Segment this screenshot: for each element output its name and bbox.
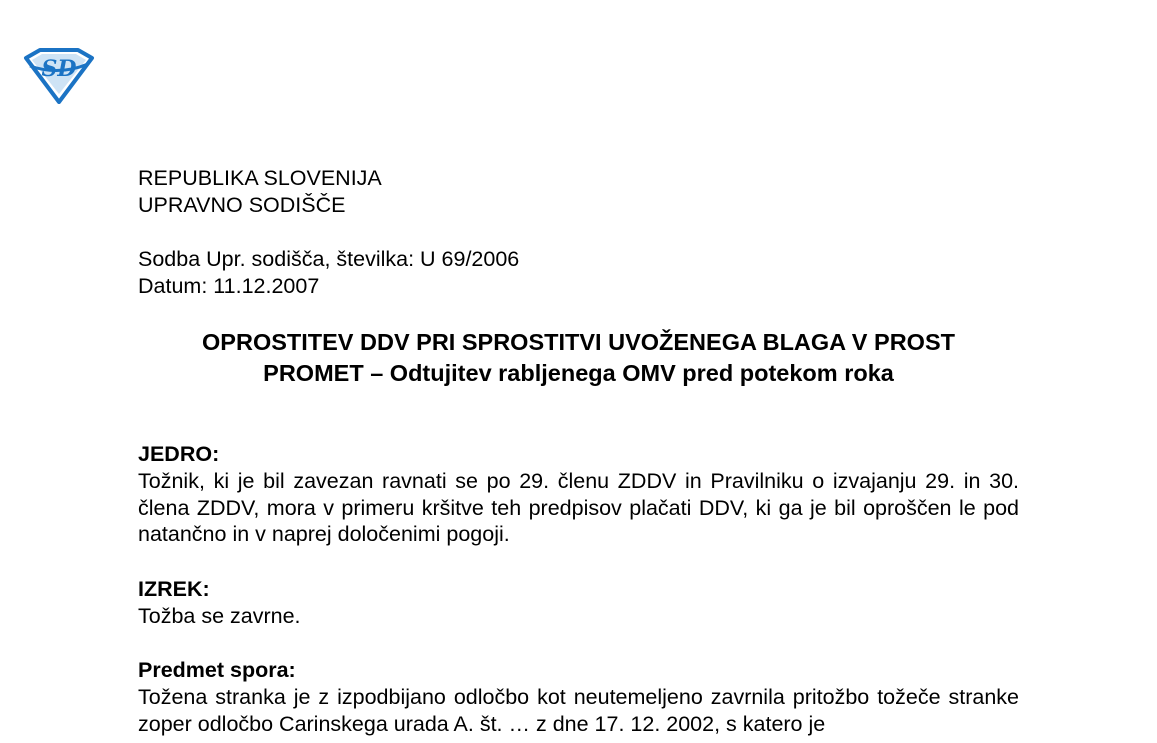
predmet-heading: Predmet spora:	[138, 658, 296, 682]
predmet-text: Tožena stranka je z izpodbijano odločbo kot neutemeljeno zavrnila pritožbo tožeče stranke zoper odločbo Carinskega urada A. št. … z dne 17. 12. 2002, s katero je	[138, 685, 1019, 736]
title-line-1: OPROSTITEV DDV PRI SPROSTITVI UVOŽENEGA BLAGA V PROST	[202, 329, 955, 355]
izrek-text: Tožba se zavrne.	[138, 604, 301, 628]
izrek-heading: IZREK:	[138, 577, 210, 601]
court-name: UPRAVNO SODIŠČE	[138, 192, 346, 217]
document-title	[138, 327, 1019, 389]
jedro-text: Tožnik, ki je bil zavezan ravnati se po 29. členu ZDDV in Pravilniku o izvajanju 29. in 30. člena ZDDV, mora v primeru kršitve teh predpisov plačati DDV, ki ga je bil oproščen le pod natančno in v naprej določenimi pogoji.	[138, 469, 1019, 546]
jedro-heading: JEDRO:	[138, 442, 220, 466]
case-number: Sodba Upr. sodišča, številka: U 69/2006	[138, 247, 520, 271]
title-line-2: PROMET – Odtujitev rabljenega OMV pred potekom roka	[263, 360, 894, 386]
court-shield-logo-icon	[22, 46, 96, 104]
logo-letters: SD	[41, 56, 77, 82]
case-date: Datum: 11.12.2007	[138, 273, 320, 298]
republic-name: REPUBLIKA SLOVENIJA	[138, 166, 382, 190]
case-info	[138, 246, 1019, 299]
court-header	[138, 165, 1019, 218]
